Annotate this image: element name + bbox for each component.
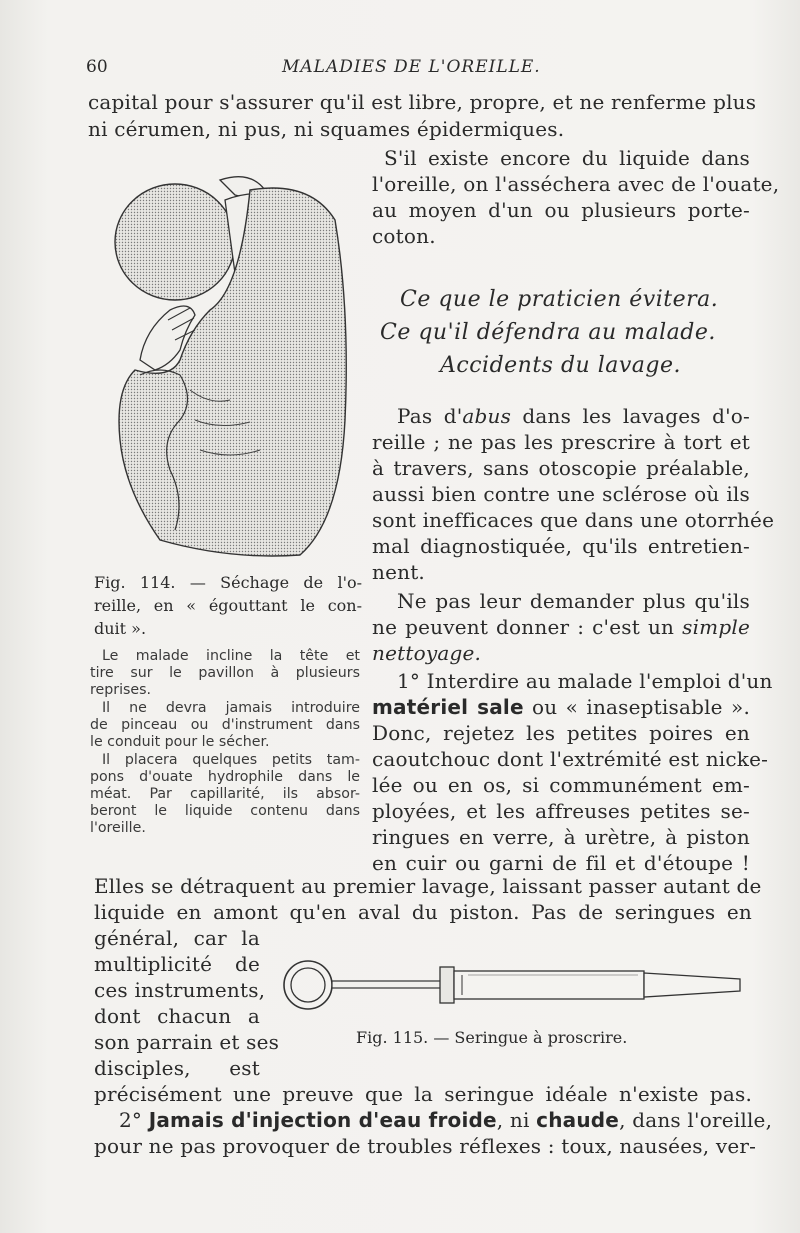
figure-115-syringe bbox=[278, 955, 748, 1015]
rule-1-line bbox=[372, 747, 769, 771]
emphasis: abus bbox=[462, 404, 512, 428]
barrel-cap bbox=[440, 967, 454, 1003]
section-heading-line-3: Accidents du lavage. bbox=[440, 353, 681, 378]
text-line: Ne pas leur demander plus qu'ils bbox=[397, 589, 750, 613]
figure-114-caption bbox=[94, 573, 362, 592]
text-line: 1° Interdire au malade l'emploi d'un bbox=[397, 669, 773, 693]
note-line: Il placera quelques petits tam- bbox=[102, 752, 360, 768]
text-line: précisément une preuve que la seringue idéale n'existe pas. bbox=[94, 1082, 752, 1106]
rule-1-line bbox=[372, 799, 750, 823]
bottom-line bbox=[94, 1108, 773, 1132]
text-line: au moyen d'un ou plusieurs porte- bbox=[372, 198, 750, 222]
right-paragraph-3 bbox=[372, 589, 750, 613]
right-paragraph-2-line bbox=[372, 534, 750, 558]
text-line bbox=[372, 615, 750, 639]
top-paragraph bbox=[88, 90, 757, 114]
section-heading-line-1: Ce que le praticien évitera. bbox=[400, 287, 719, 312]
note-line: reprises. bbox=[90, 682, 152, 698]
text-line: disciples, est bbox=[94, 1056, 260, 1080]
running-title: MALADIES DE L'OREILLE. bbox=[282, 57, 541, 77]
rule-1-line bbox=[372, 825, 750, 849]
right-paragraph-2-line bbox=[372, 508, 775, 532]
figure-114-note bbox=[90, 803, 360, 819]
caption-line: reille, en « égouttant le con- bbox=[94, 596, 362, 615]
note-line: Le malade incline la tête et bbox=[102, 648, 360, 664]
text-line: à travers, sans otoscopie préalable, bbox=[372, 456, 750, 480]
text-line: coton. bbox=[372, 224, 436, 248]
rule-1-line bbox=[372, 669, 773, 693]
bottom-line bbox=[94, 1134, 757, 1158]
text-line bbox=[397, 404, 750, 428]
figure-114-note bbox=[90, 786, 360, 802]
figure-114-note bbox=[90, 752, 360, 768]
note-line: le conduit pour le sécher. bbox=[90, 734, 270, 750]
note-line: tire sur le pavillon à plusieurs bbox=[90, 665, 360, 681]
text-line: S'il existe encore du liquide dans bbox=[384, 146, 750, 170]
text-line: liquide en amont qu'en aval du piston. Pas de seringues en bbox=[94, 900, 752, 924]
text-line: ni cérumen, ni pus, ni squames épidermiques. bbox=[88, 117, 565, 141]
bottom-line bbox=[94, 1082, 752, 1106]
ring-inner bbox=[291, 968, 325, 1002]
plunger-rod bbox=[332, 981, 442, 988]
right-paragraph-1 bbox=[372, 146, 750, 170]
rule-1-line bbox=[372, 695, 750, 719]
note-line: beront le liquide contenu dans bbox=[90, 803, 360, 819]
rule-1-line bbox=[372, 721, 750, 745]
text-line: nettoyage. bbox=[372, 641, 482, 665]
text-line: pour ne pas provoquer de troubles réflexes : toux, nausées, ver- bbox=[94, 1134, 757, 1158]
text-line: reille ; ne pas les prescrire à tort et bbox=[372, 430, 750, 454]
bold-text: matériel sale bbox=[372, 695, 524, 719]
text-line: Elles se détraquent au premier lavage, laissant passer autant de bbox=[94, 874, 762, 898]
caption-line: duit ». bbox=[94, 619, 147, 638]
figure-114-note bbox=[90, 700, 360, 716]
text-line: ployées, et les affreuses petites se- bbox=[372, 799, 750, 823]
note-line: Il ne devra jamais introduire bbox=[102, 700, 360, 716]
right-paragraph-3-line bbox=[372, 615, 750, 639]
figure-114-note bbox=[90, 665, 360, 681]
note-line: pons d'ouate hydrophile dans le bbox=[90, 769, 360, 785]
bold-text: Jamais d'injection d'eau froide bbox=[148, 1108, 497, 1132]
right-paragraph-2 bbox=[372, 404, 750, 428]
right-paragraph-2-line bbox=[372, 482, 750, 506]
text-line: général, car la bbox=[94, 926, 260, 950]
text-line: l'oreille, on l'asséchera avec de l'ouate, bbox=[372, 172, 780, 196]
full-width-line bbox=[94, 900, 752, 924]
text-line: ringues en verre, à urètre, à piston bbox=[372, 825, 750, 849]
text-line: dont chacun a bbox=[94, 1004, 260, 1028]
figure-114-note bbox=[90, 769, 360, 785]
bold-text: chaude bbox=[536, 1108, 620, 1132]
figure-114-illustration bbox=[100, 160, 360, 570]
figure-114-note bbox=[90, 648, 360, 664]
text-line bbox=[372, 695, 750, 719]
rule-1-line bbox=[372, 851, 750, 875]
emphasis: simple bbox=[682, 615, 750, 639]
text-line: sont inefficaces que dans une otorrhée bbox=[372, 508, 775, 532]
text-span: ou « inaseptisable ». bbox=[523, 695, 750, 719]
narrow-line bbox=[94, 926, 260, 950]
narrow-line bbox=[94, 1004, 260, 1028]
right-paragraph-2-line bbox=[372, 456, 750, 480]
figure-115-caption: Fig. 115. — Seringue à proscrire. bbox=[356, 1028, 628, 1047]
text-span: , ni bbox=[496, 1108, 537, 1132]
narrow-line bbox=[94, 952, 260, 976]
text-line: mal diagnostiquée, qu'ils entretien- bbox=[372, 534, 750, 558]
head-shape bbox=[115, 184, 235, 300]
text-line: en cuir ou garni de fil et d'étoupe ! bbox=[372, 851, 750, 875]
text-line bbox=[119, 1108, 773, 1132]
text-line: multiplicité de bbox=[94, 952, 260, 976]
right-paragraph-2-line bbox=[372, 430, 750, 454]
text-line: nent. bbox=[372, 560, 425, 584]
text-span: ne peuvent donner : c'est un bbox=[372, 615, 683, 639]
right-paragraph-1-line bbox=[372, 172, 780, 196]
figure-114-note bbox=[90, 717, 360, 733]
text-span: 2° bbox=[119, 1108, 149, 1132]
full-width-line bbox=[94, 874, 762, 898]
figure-114-caption bbox=[94, 596, 362, 615]
nozzle bbox=[644, 973, 740, 997]
note-line: méat. Par capillarité, ils absor- bbox=[90, 786, 360, 802]
text-line: aussi bien contre une sclérose où ils bbox=[372, 482, 750, 506]
rule-1-line bbox=[372, 773, 750, 797]
text-span: dans les lavages d'o- bbox=[511, 404, 750, 428]
narrow-line bbox=[94, 1056, 260, 1080]
text-line: capital pour s'assurer qu'il est libre, propre, et ne renferme plus bbox=[88, 90, 757, 114]
text-line: lée ou en os, si communément em- bbox=[372, 773, 750, 797]
text-line: son parrain et ses bbox=[94, 1030, 280, 1054]
caption-line: Fig. 114. — Séchage de l'o- bbox=[94, 573, 362, 592]
text-line: ces instruments, bbox=[94, 978, 266, 1002]
narrow-line bbox=[94, 1030, 280, 1054]
text-span: Pas d' bbox=[397, 404, 463, 428]
note-line: l'oreille. bbox=[90, 820, 146, 836]
text-span: , dans l'oreille, bbox=[619, 1108, 773, 1132]
right-paragraph-1-line bbox=[372, 198, 750, 222]
narrow-line bbox=[94, 978, 266, 1002]
note-line: de pinceau ou d'instrument dans bbox=[90, 717, 360, 733]
text-line: Donc, rejetez les petites poires en bbox=[372, 721, 750, 745]
text-line: caoutchouc dont l'extrémité est nicke- bbox=[372, 747, 769, 771]
section-heading-line-2: Ce qu'il défendra au malade. bbox=[380, 320, 716, 345]
page-number: 60 bbox=[86, 57, 108, 77]
